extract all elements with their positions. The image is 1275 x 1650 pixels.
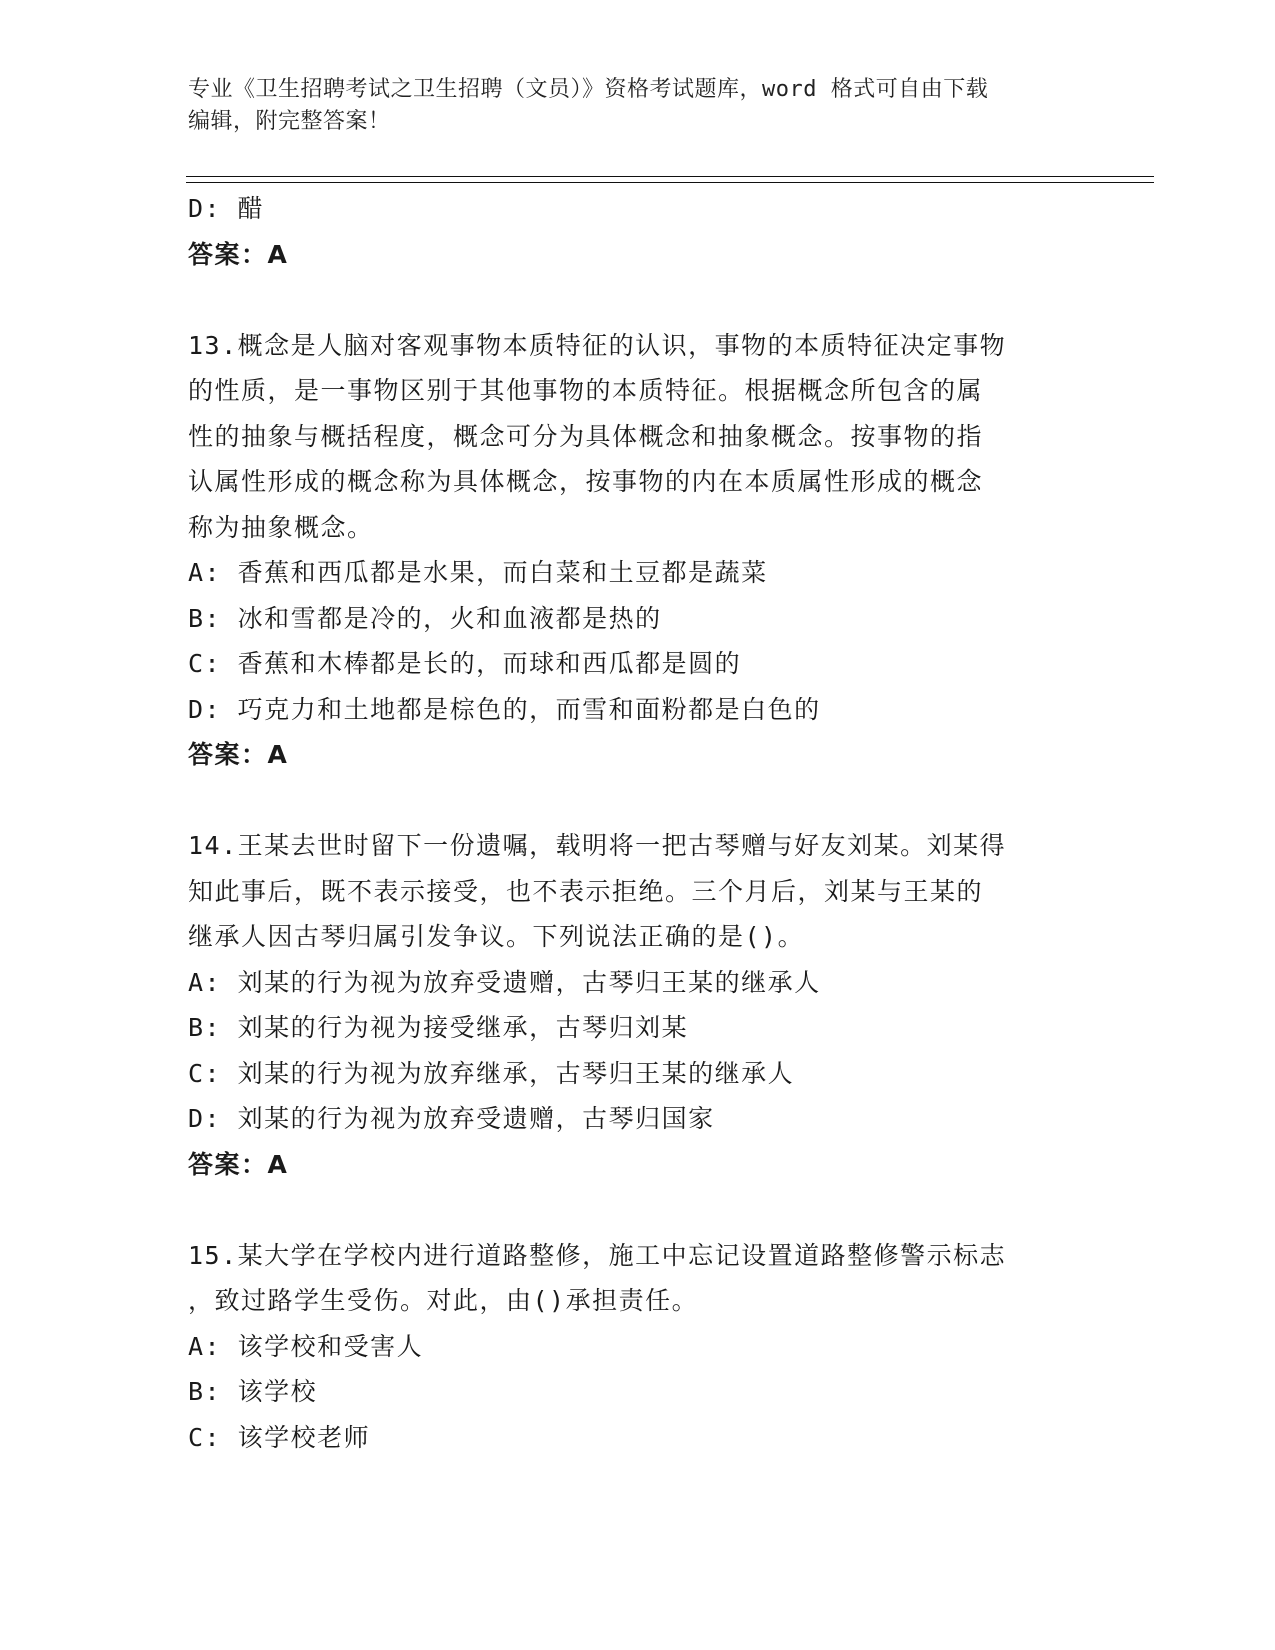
option-d: D: 巧克力和土地都是棕色的，而雪和面粉都是白色的 [188, 694, 821, 724]
question-stem-line: 认属性形成的概念称为具体概念，按事物的内在本质属性形成的概念 [188, 467, 984, 496]
option-a: A: 香蕉和西瓜都是水果，而白菜和土豆都是蔬菜 [188, 558, 768, 587]
question-15 [188, 1233, 1088, 1461]
spacer [188, 778, 1088, 824]
header-line-1: 专业《卫生招聘考试之卫生招聘（文员）》资格考试题库，word 格式可自由下载 [188, 77, 989, 102]
option-b: B: 该学校 [188, 1377, 318, 1406]
header-line-2: 编辑，附完整答案！ [188, 109, 391, 134]
question-stem-line: 性的抽象与概括程度，概念可分为具体概念和抽象概念。按事物的指 [188, 421, 984, 451]
answer-line: 答案：A [188, 1149, 289, 1179]
option-a: A: 刘某的行为视为放弃受遗赠，古琴归王某的继承人 [188, 967, 821, 997]
question-14 [188, 823, 1088, 1187]
question-stem-line: 15.某大学在学校内进行道路整修，施工中忘记设置道路整修警示标志 [188, 1240, 1007, 1270]
option-b: B: 刘某的行为视为接受继承，古琴归刘某 [188, 1013, 689, 1042]
answer-line: 答案：A [188, 239, 289, 269]
option-d: D: 醋 [188, 194, 265, 223]
question-stem-line: 继承人因古琴归属引发争议。下列说法正确的是()。 [188, 922, 805, 951]
question-stem-line: 知此事后，既不表示接受，也不表示拒绝。三个月后，刘某与王某的 [188, 876, 984, 906]
question-content [188, 186, 1088, 1460]
option-c: C: 该学校老师 [188, 1422, 371, 1452]
question-stem-line: 的性质，是一事物区别于其他事物的本质特征。根据概念所包含的属 [188, 376, 984, 405]
header-divider [186, 176, 1154, 183]
question-stem-line: 14.王某去世时留下一份遗嘱，载明将一把古琴赠与好友刘某。刘某得 [188, 831, 1007, 860]
option-c: C: 刘某的行为视为放弃继承，古琴归王某的继承人 [188, 1058, 795, 1088]
spacer [188, 277, 1088, 323]
option-b: B: 冰和雪都是冷的，火和血液都是热的 [188, 603, 662, 633]
question-13 [188, 323, 1088, 778]
spacer [188, 1187, 1088, 1233]
question-stem-line: 13.概念是人脑对客观事物本质特征的认识，事物的本质特征决定事物 [188, 330, 1007, 360]
option-a: A: 该学校和受害人 [188, 1331, 424, 1361]
question-stem-line: ，致过路学生受伤。对此，由()承担责任。 [188, 1286, 699, 1315]
page-header [188, 74, 1068, 138]
answer-line: 答案：A [188, 740, 289, 769]
option-c: C: 香蕉和木棒都是长的，而球和西瓜都是圆的 [188, 649, 742, 678]
option-d: D: 刘某的行为视为放弃受遗赠，古琴归国家 [188, 1104, 715, 1133]
question-stem-line: 称为抽象概念。 [188, 512, 374, 542]
